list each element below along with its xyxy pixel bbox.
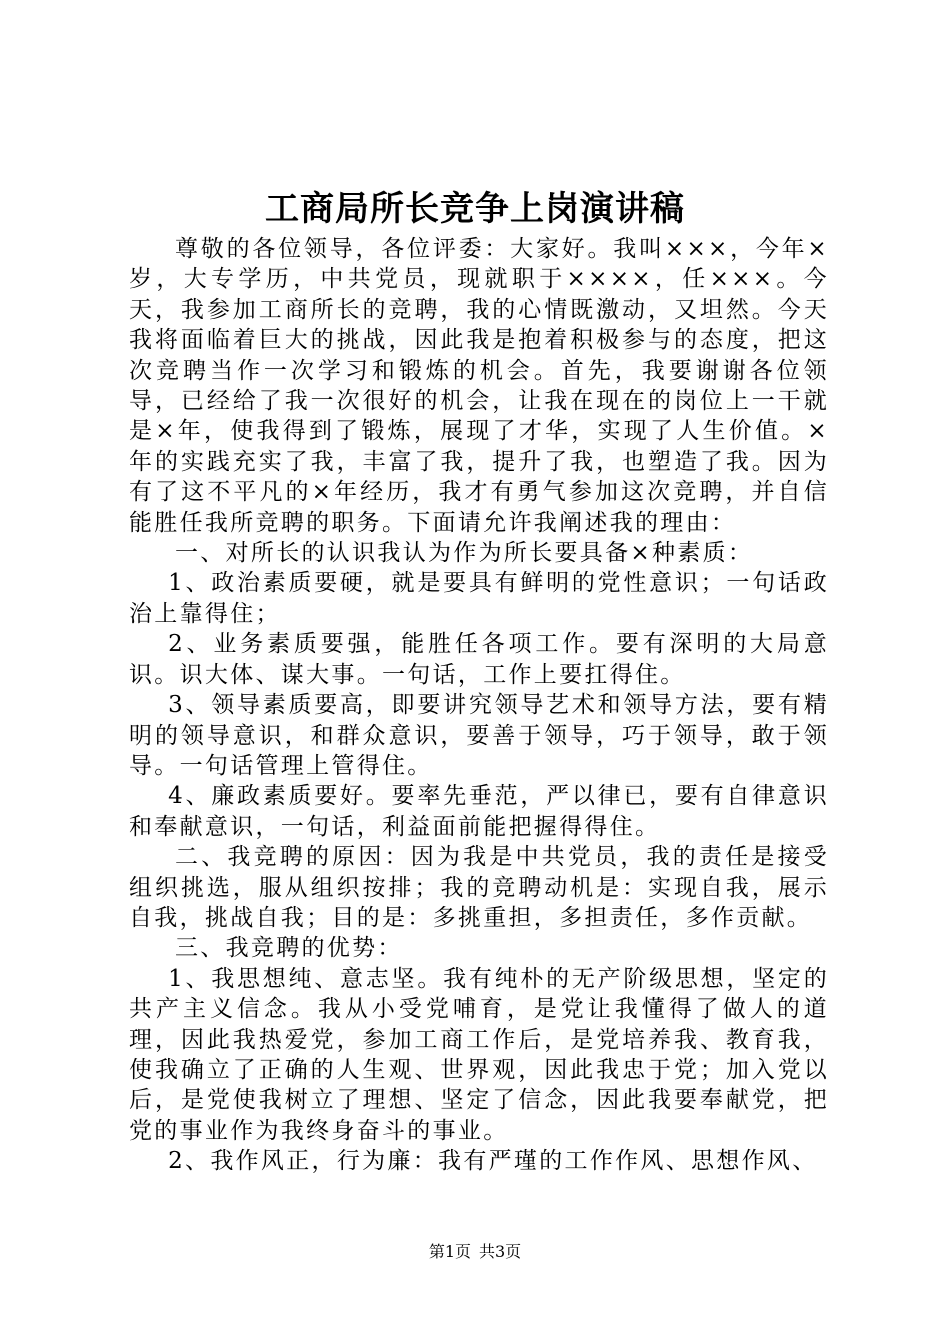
page-total: 共3页 [479, 1242, 522, 1261]
document-title: 工商局所长竞争上岗演讲稿 [265, 189, 685, 229]
paragraph-advantage-1: 1、我思想纯、意志坚。我有纯朴的无产阶级思想，坚定的共产主义信念。我从小受党哺育，是党让我懂得了做人的道理，因此我热爱党，参加工商工作后，是党培养我、教育我，使我确立了正确的人生观、世界观，因此我忠于党；加入党以后，是党使我树立了理想、坚定了信念，因此我要奉献党，把党的事业作为我终身奋斗的事业。 [129, 965, 829, 1144]
paragraph-item-2: 2、业务素质要强，能胜任各项工作。要有深明的大局意识。识大体、谋大事。一句话，工作上要扛得住。 [129, 631, 829, 688]
paragraph-intro: 尊敬的各位领导，各位评委：大家好。我叫×××，今年×岁，大专学历，中共党员，现就职于××××，任×××。今天，我参加工商所长的竞聘，我的心情既激动，又坦然。今天我将面临着巨大的挑战，因此我是抱着积极参与的态度，把这次竞聘当作一次学习和锻炼的机会。首先，我要谢谢各位领导，已经给了我一次很好的机会，让我在现在的岗位上一干就是×年，使我得到了锻炼，展现了才华，实现了人生价值。×年的实践充实了我，丰富了我，提升了我，也塑造了我。因为有了这不平凡的×年经历，我才有勇气参加这次竞聘，并自信能胜任我所竞聘的职务。下面请允许我阐述我的理由： [129, 236, 829, 536]
page-footer [0, 1242, 950, 1262]
paragraph-item-3: 3、领导素质要高，即要讲究领导艺术和领导方法，要有精明的领导意识，和群众意识，要善于领导，巧于领导，敢于领导。一句话管理上管得住。 [129, 692, 829, 779]
paragraph-item-1: 1、政治素质要硬，就是要具有鲜明的党性意识；一句话政治上靠得住； [129, 570, 829, 627]
paragraph-section-2: 二、我竞聘的原因：因为我是中共党员，我的责任是接受组织挑选，服从组织按排；我的竞聘动机是：实现自我，展示自我，挑战自我；目的是：多挑重担，多担责任，多作贡献。 [129, 844, 829, 931]
paragraph-section-3-heading: 三、我竞聘的优势： [175, 935, 403, 962]
document-body [129, 234, 829, 1177]
paragraph-section-1-heading: 一、对所长的认识我认为作为所长要具备×种素质： [175, 540, 754, 567]
paragraph-advantage-2: 2、我作风正，行为廉：我有严瑾的工作作风、思想作风、 [168, 1148, 818, 1175]
page-number: 第1页 [428, 1242, 471, 1261]
paragraph-item-4: 4、廉政素质要好。要率先垂范，严以律已，要有自律意识和奉献意识，一句话，利益面前能把握得得住。 [129, 783, 829, 840]
